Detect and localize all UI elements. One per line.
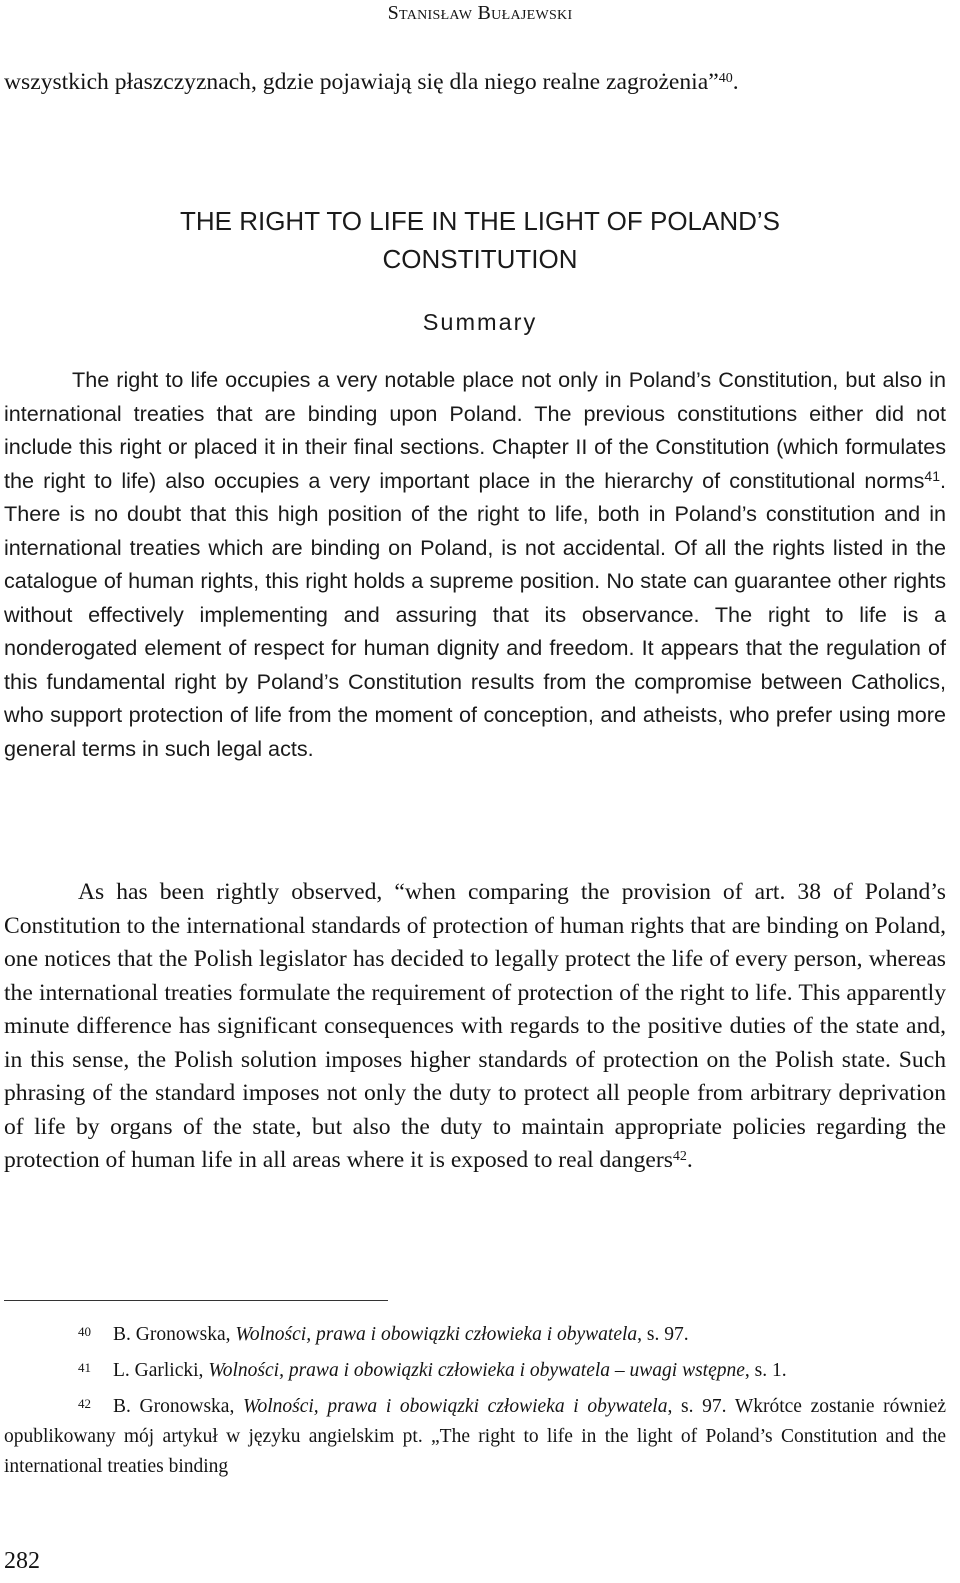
footnote-number: 40 <box>78 1324 91 1339</box>
footnote-title: Wolności, prawa i obowiązki człowieka i obywatela <box>243 1396 668 1417</box>
footnote-41 <box>4 1356 946 1386</box>
opening-text: wszystkich płaszczyznach, gdzie pojawiają się dla niego realne zagrożenia” <box>4 69 719 95</box>
footnote-rest: , s. 1. <box>744 1360 787 1381</box>
summary-paragraph <box>4 363 946 765</box>
opening-paragraph <box>4 66 946 100</box>
running-header: Stanisław Bułajewski <box>387 2 573 24</box>
footnote-40 <box>4 1320 946 1350</box>
article-title <box>0 202 960 278</box>
footnotes <box>4 1320 946 1488</box>
body-paragraph-text <box>4 876 946 1178</box>
footnote-ref-40: 40 <box>718 71 733 86</box>
footnote-rest: , s. 97. Wkrótce zostanie również opublikowany mój artykuł w języku angielskim pt. „The right to life in the light of Poland’s Constitution and the international treaties binding <box>4 1396 946 1477</box>
opening-end: . <box>732 69 739 95</box>
footnote-author: L. Garlicki, <box>113 1360 209 1381</box>
body-text: As has been rightly observed, “when comparing the provision of art. 38 of Poland’s Constitution to the international standards of protection of human rights that are binding on Poland, one notices that the Polish legislator has decided to legally protect the life of every person, whereas the international treaties formulate the requirement of protection of the right to life. This apparently minute difference has significant consequences with regards to the positive duties of the state and, in this sense, the Polish solution imposes higher standards of protection on the Polish state. Such phrasing of the standard imposes not only the duty to protect all people from arbitrary deprivation of life by organs of the state, but also the duty to maintain appropriate policies regarding the protection of human life in all areas where it is exposed to real dangers <box>4 879 946 1173</box>
summary-text-b: . There is no doubt that this high position of the right to life, both in Poland’s constitution and in international treaties which are binding on Poland, is not accidental. Of all the rights listed in the catalogue of human rights, this right holds a supreme position. No state can guarantee other rights without effectively implementing and assuring that its observance. The right to life is a nonderogated element of respect for human dignity and freedom. It appears that the regulation of this fundamental right by Poland’s Constitution results from the compromise between Catholics, who support protection of life from the moment of conception, and atheists, who prefer using more general terms in such legal acts. <box>4 467 946 761</box>
body-paragraph <box>4 876 946 1178</box>
footnote-ref-42: 42 <box>672 1149 687 1164</box>
summary-text-a: The right to life occupies a very notable place not only in Poland’s Constitution, but also in international treaties that are binding upon Poland. The previous constitutions either did not include this right or placed it in their final sections. Chapter II of the Constitution (which formulates the right to life) also occupies a very important place in the hierarchy of constitutional norms <box>4 367 946 493</box>
footnote-author: B. Gronowska, <box>113 1396 243 1417</box>
body-text-end: . <box>686 1147 693 1173</box>
footnote-42 <box>4 1392 946 1482</box>
footnote-number: 42 <box>78 1396 91 1411</box>
title-line-1: THE RIGHT TO LIFE IN THE LIGHT OF POLAND’S <box>179 206 781 236</box>
footnote-author: B. Gronowska, <box>113 1324 236 1345</box>
summary-heading: Summary <box>422 309 538 335</box>
summary-text <box>4 363 946 765</box>
footnote-title: Wolności, prawa i obowiązki człowieka i obywatela – uwagi wstępne <box>208 1360 745 1381</box>
footnote-separator <box>4 1300 388 1301</box>
footnote-title: Wolności, prawa i obowiązki człowieka i obywatela <box>235 1324 638 1345</box>
footnote-rest: , s. 97. <box>637 1324 689 1345</box>
footnote-number: 41 <box>78 1360 91 1375</box>
footnote-ref-41: 41 <box>924 467 940 484</box>
title-line-2: CONSTITUTION <box>382 244 578 274</box>
page-number: 282 <box>4 1548 40 1574</box>
